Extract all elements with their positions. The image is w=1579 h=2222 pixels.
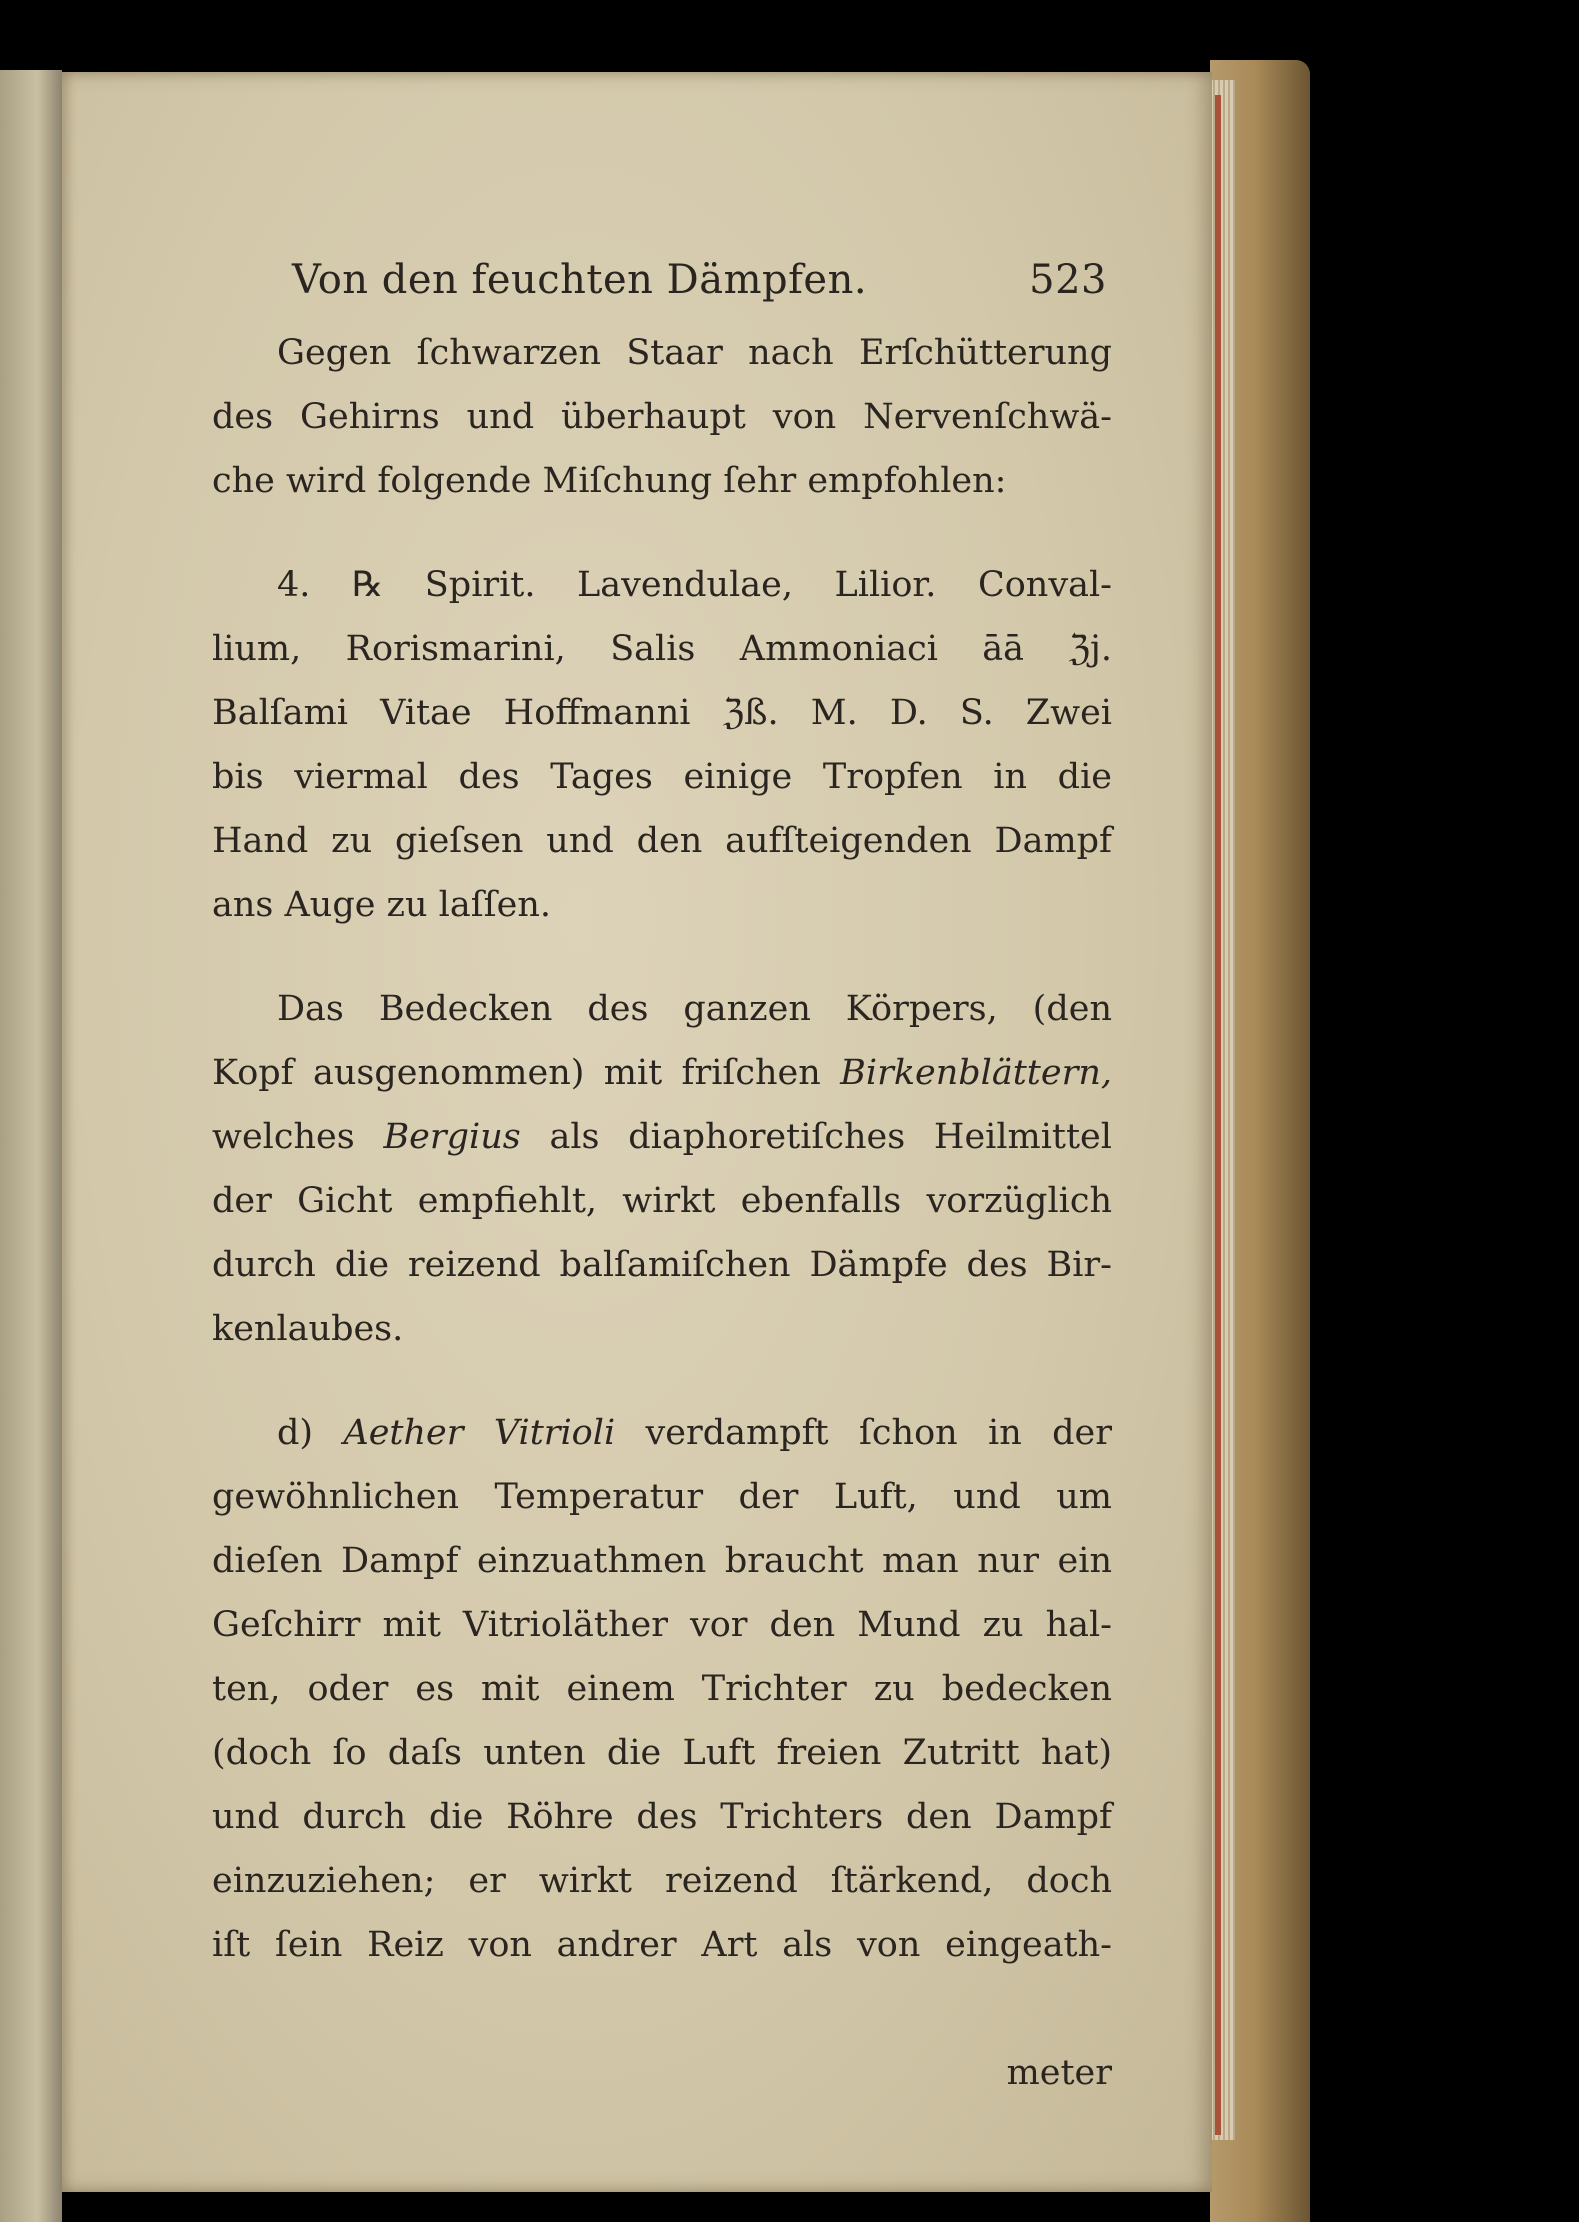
text-line: des Gehirns und überhaupt von Nervenſchwä- bbox=[212, 397, 1112, 437]
italic-name: Bergius bbox=[383, 1117, 521, 1157]
paragraph-3 bbox=[212, 977, 1112, 1361]
page-text bbox=[212, 257, 1112, 2105]
text-line: und durch die Röhre des Trichters den Dampf bbox=[212, 1797, 1112, 1837]
text-line: lium, Rorismarini, Salis Ammoniaci āā ℨj. bbox=[212, 629, 1112, 669]
text-line: der Gicht empfiehlt, wirkt ebenfalls vorzüglich bbox=[212, 1181, 1112, 1221]
text-run: Kopf ausgenommen) mit friſchen bbox=[212, 1053, 821, 1093]
red-page-edge bbox=[1215, 95, 1221, 2135]
text-line: 4. ℞ Spirit. Lavendulae, Lilior. Conval- bbox=[277, 565, 1112, 605]
text-line: (doch ſo daſs unten die Luft freien Zutritt hat) bbox=[212, 1733, 1112, 1773]
text-line: ans Auge zu laſſen. bbox=[212, 885, 552, 925]
text-line: Geſchirr mit Vitrioläther vor den Mund zu hal- bbox=[212, 1605, 1112, 1645]
running-title: Von den feuchten Dämpfen. bbox=[292, 257, 868, 303]
text-line bbox=[212, 1105, 1112, 1169]
italic-term: Aether Vitrioli bbox=[343, 1413, 616, 1453]
text-line: kenlaubes. bbox=[212, 1309, 404, 1349]
running-header bbox=[212, 257, 1112, 303]
text-run: d) bbox=[277, 1413, 314, 1453]
italic-term: Birkenblättern, bbox=[840, 1053, 1112, 1093]
text-line: bis viermal des Tages einige Tropfen in die bbox=[212, 757, 1112, 797]
text-line: dieſen Dampf einzuathmen braucht man nur ein bbox=[212, 1541, 1112, 1581]
text-run: welches bbox=[212, 1117, 355, 1157]
paragraph-1 bbox=[212, 321, 1112, 513]
text-line: einzuziehen; er wirkt reizend ſtärkend, doch bbox=[212, 1861, 1112, 1901]
text-line: Hand zu gieſsen und den aufſteigenden Dampf bbox=[212, 821, 1112, 861]
previous-page-edge bbox=[0, 70, 62, 2222]
paragraph-2-recipe bbox=[212, 553, 1112, 937]
paragraph-4 bbox=[212, 1401, 1112, 2105]
text-line: che wird folgende Miſchung ſehr empfohlen: bbox=[212, 461, 1007, 501]
text-run: als diaphoretiſches Heilmittel bbox=[549, 1117, 1112, 1157]
catchword: meter bbox=[1006, 2053, 1112, 2093]
text-line: Balſami Vitae Hoffmanni ℨß. M. D. S. Zwei bbox=[212, 693, 1112, 733]
book-page bbox=[62, 72, 1212, 2192]
text-line: Das Bedecken des ganzen Körpers, (den bbox=[277, 989, 1112, 1029]
text-line: ten, oder es mit einem Trichter zu bedecken bbox=[212, 1669, 1112, 1709]
text-run: verdampft ſchon in der bbox=[645, 1413, 1112, 1453]
text-line: iſt ſein Reiz von andrer Art als von eingeath- bbox=[212, 1925, 1112, 1965]
text-line bbox=[212, 1977, 1112, 2041]
text-line: durch die reizend balſamiſchen Dämpfe des Bir- bbox=[212, 1245, 1112, 1285]
text-line: gewöhnlichen Temperatur der Luft, und um bbox=[212, 1477, 1112, 1517]
page-number: 523 bbox=[1029, 257, 1107, 303]
text-line bbox=[212, 1041, 1112, 1105]
text-line: Gegen ſchwarzen Staar nach Erſchütterung bbox=[277, 333, 1112, 373]
text-line bbox=[212, 1401, 1112, 1465]
